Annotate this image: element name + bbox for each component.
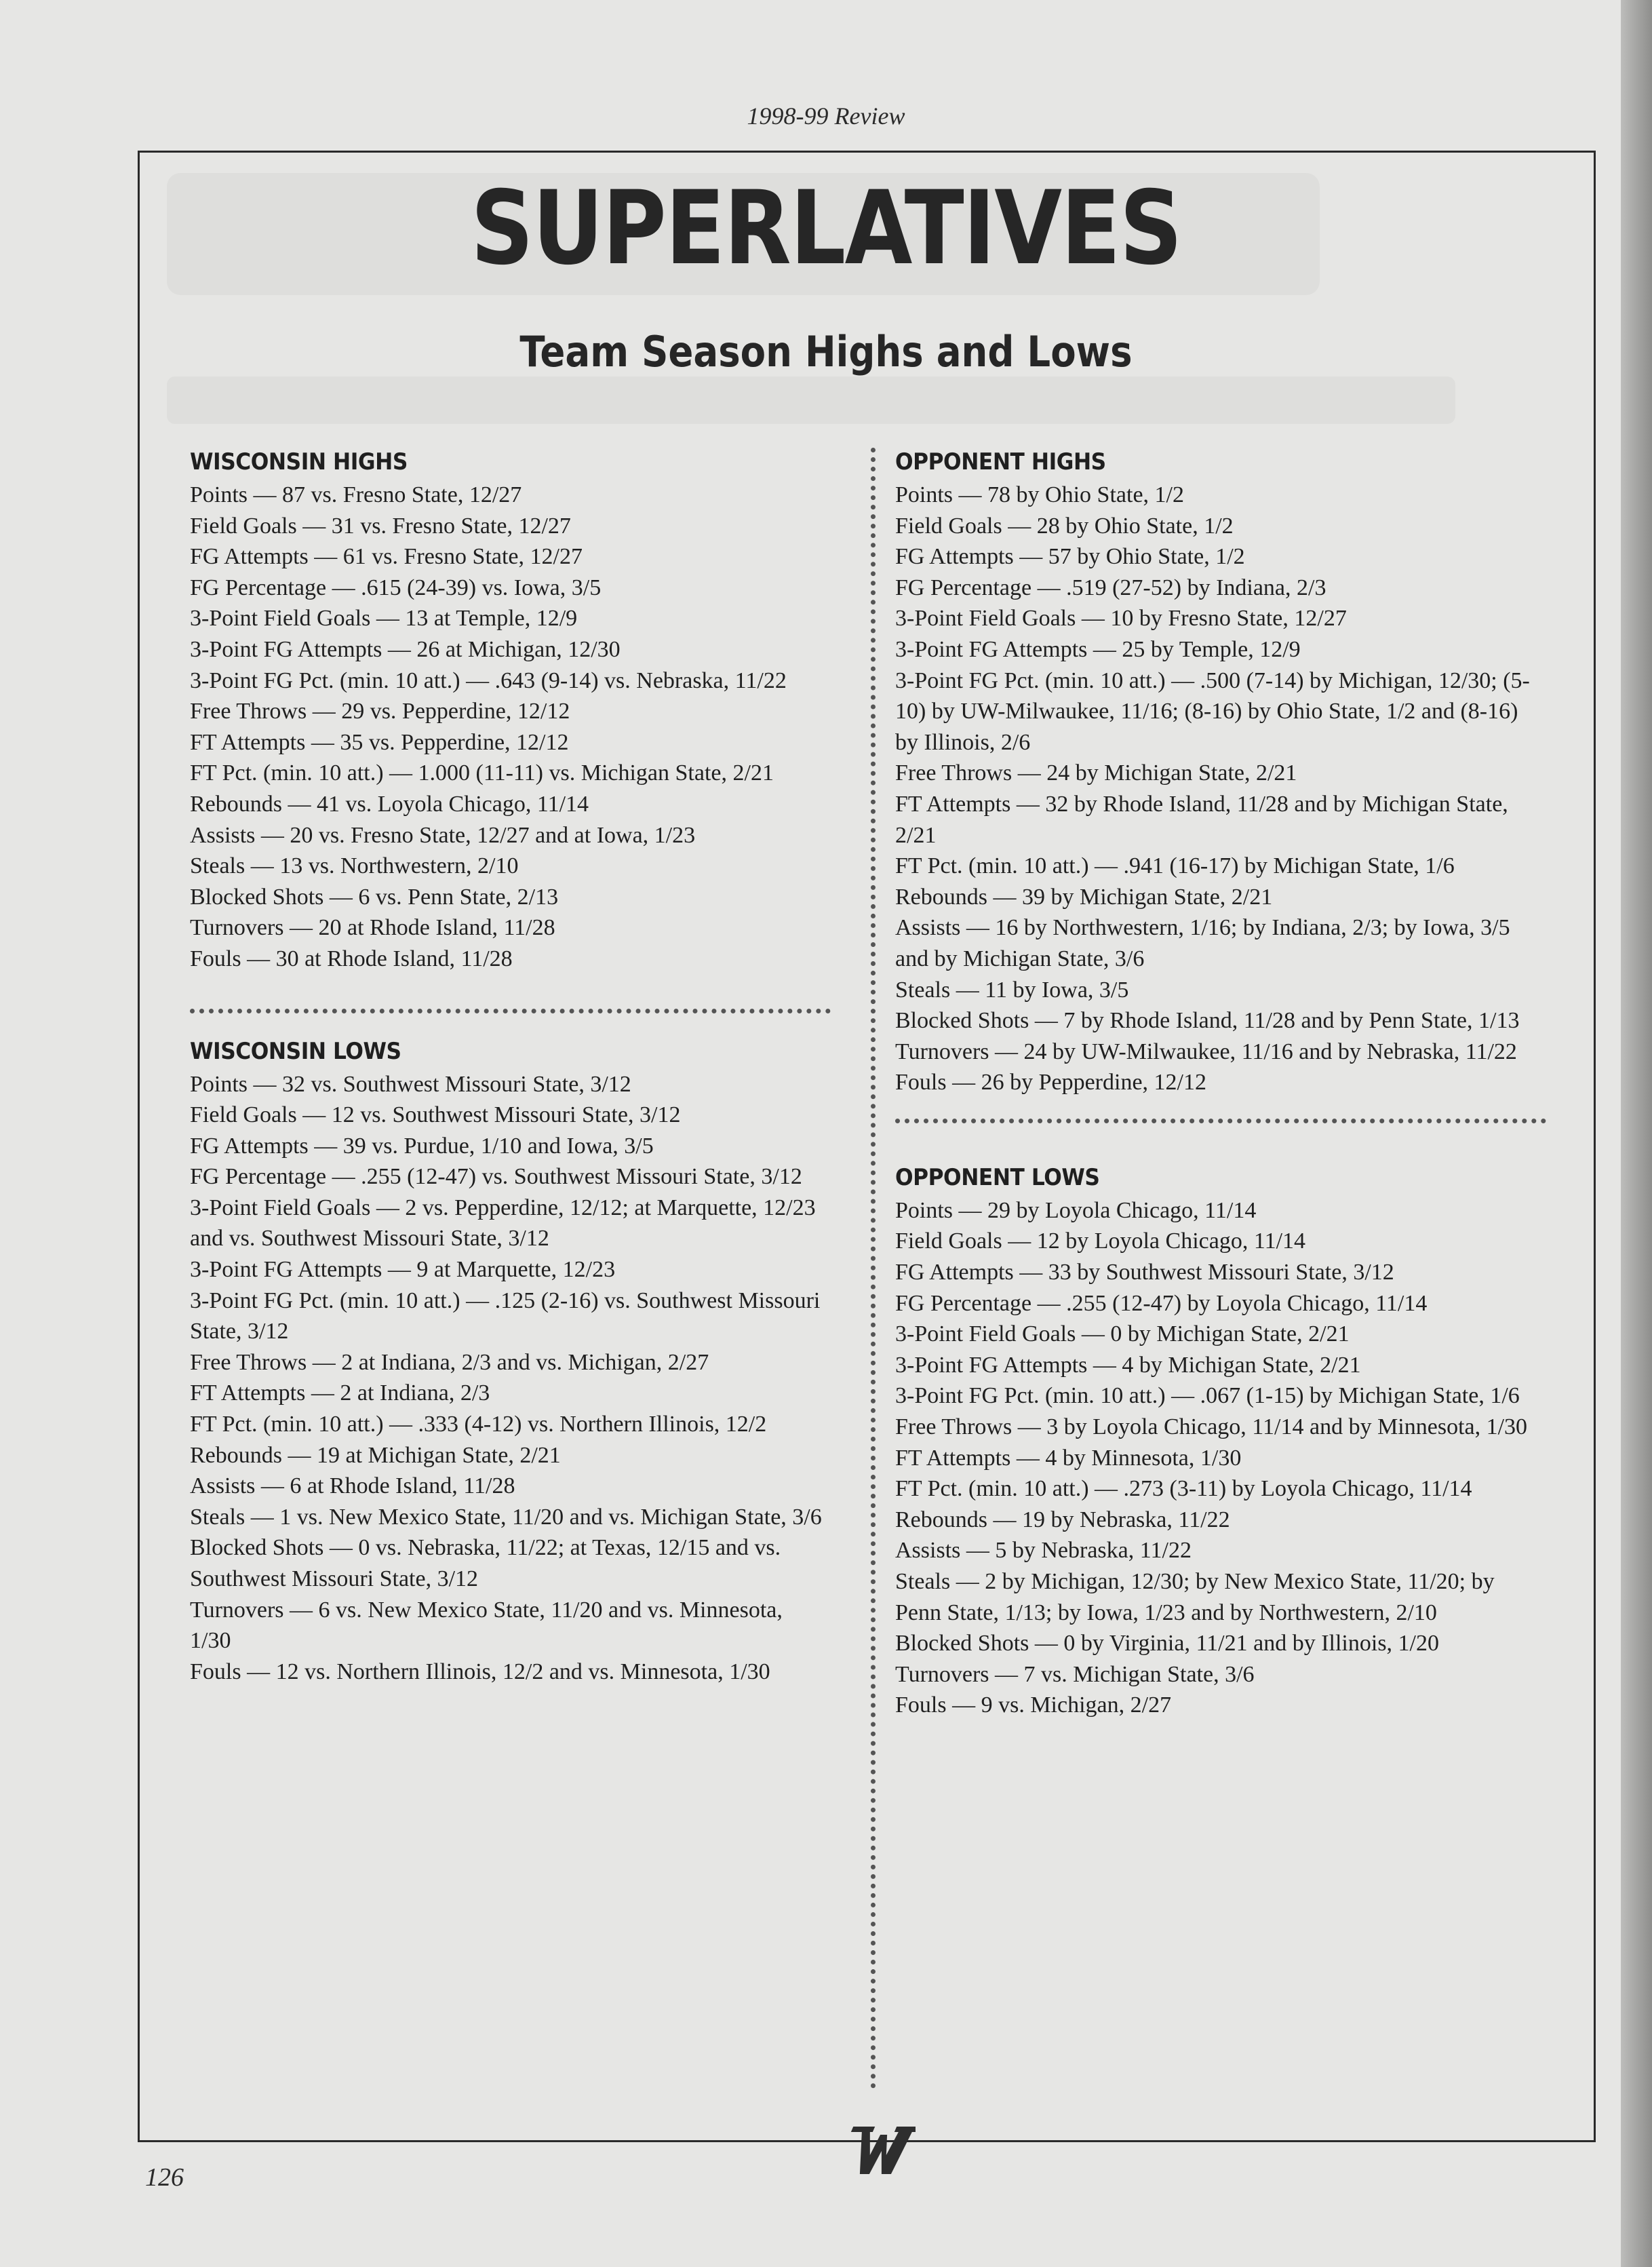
record-value: — .255 (12-47) vs. Southwest Missouri State, 3/12 bbox=[332, 1164, 802, 1190]
record-label: 3-Point FG Attempts bbox=[190, 636, 382, 662]
record-label: Fouls bbox=[895, 1070, 947, 1096]
record-item bbox=[190, 573, 827, 604]
record-value: — 0 by Virginia, 11/21 and by Illinois, 1/20 bbox=[1034, 1631, 1440, 1656]
record-item bbox=[190, 1100, 827, 1131]
record-value: — .255 (12-47) by Loyola Chicago, 11/14 bbox=[1037, 1290, 1428, 1316]
record-value: — 3 by Loyola Chicago, 11/14 and by Minnesota, 1/30 bbox=[1017, 1414, 1528, 1440]
record-label: Rebounds bbox=[895, 884, 987, 910]
column-divider bbox=[871, 448, 876, 2089]
record-value: — 78 by Ohio State, 1/2 bbox=[958, 482, 1184, 507]
wisconsin-lows-section bbox=[190, 1034, 827, 1688]
record-value: — 32 by Rhode Island, 11/28 and by Michigan State, 2/21 bbox=[895, 791, 1508, 848]
record-item bbox=[190, 789, 827, 820]
record-item bbox=[190, 541, 827, 573]
record-list bbox=[895, 1195, 1533, 1721]
record-label: Rebounds bbox=[190, 1442, 282, 1468]
section-heading: WISCONSIN HIGHS bbox=[190, 448, 408, 476]
record-label: 3-Point FG Attempts bbox=[895, 1352, 1088, 1378]
record-label: Free Throws bbox=[895, 760, 1012, 786]
record-label: FG Percentage bbox=[895, 575, 1032, 600]
record-value: — 1.000 (11-11) vs. Michigan State, 2/21 bbox=[389, 760, 774, 786]
record-label: Points bbox=[895, 482, 953, 507]
record-value: — 61 vs. Fresno State, 12/27 bbox=[314, 544, 583, 570]
record-value: — 39 by Michigan State, 2/21 bbox=[993, 884, 1273, 910]
record-label: Assists bbox=[895, 1538, 961, 1564]
show-through-ghost-band bbox=[167, 376, 1455, 424]
record-item bbox=[895, 1535, 1533, 1566]
record-item bbox=[895, 1319, 1533, 1350]
left-column bbox=[190, 444, 827, 1687]
record-label: 3-Point FG Pct. (min. 10 att.) bbox=[190, 1287, 460, 1313]
record-label: 3-Point Field Goals bbox=[895, 606, 1076, 632]
record-value: — 0 by Michigan State, 2/21 bbox=[1081, 1321, 1350, 1347]
right-column bbox=[895, 444, 1533, 1721]
record-item bbox=[895, 851, 1533, 882]
record-item bbox=[895, 1257, 1533, 1288]
record-item bbox=[895, 1380, 1533, 1412]
record-item bbox=[895, 912, 1533, 974]
record-item bbox=[190, 603, 827, 634]
record-value: — 26 by Pepperdine, 12/12 bbox=[952, 1070, 1206, 1096]
record-value: — 33 by Southwest Missouri State, 3/12 bbox=[1019, 1260, 1394, 1285]
record-label: FT Attempts bbox=[190, 729, 306, 755]
record-label: Field Goals bbox=[190, 513, 297, 539]
record-label: Blocked Shots bbox=[895, 1631, 1029, 1656]
record-item bbox=[190, 1347, 827, 1378]
record-item bbox=[895, 603, 1533, 634]
record-item bbox=[895, 1443, 1533, 1474]
record-item bbox=[895, 1005, 1533, 1036]
record-value: — 26 at Michigan, 12/30 bbox=[387, 636, 621, 662]
record-item bbox=[895, 1505, 1533, 1536]
record-value: — 29 vs. Pepperdine, 12/12 bbox=[312, 699, 570, 724]
record-value: — 2 at Indiana, 2/3 and vs. Michigan, 2/27 bbox=[312, 1349, 709, 1375]
record-value: — .643 (9-14) vs. Nebraska, 11/22 bbox=[466, 667, 787, 693]
record-item bbox=[895, 1566, 1533, 1628]
record-value: — 31 vs. Fresno State, 12/27 bbox=[302, 513, 571, 539]
record-label: Blocked Shots bbox=[895, 1008, 1029, 1034]
record-value: — 13 at Temple, 12/9 bbox=[376, 606, 578, 632]
record-value: — .333 (4-12) vs. Northern Illinois, 12/2 bbox=[389, 1412, 767, 1437]
page-subtitle: Team Season Highs and Lows bbox=[519, 327, 1133, 376]
page-edge-shadow bbox=[1621, 0, 1652, 2267]
record-value: — 41 vs. Loyola Chicago, 11/14 bbox=[288, 791, 589, 817]
record-value: — 2 by Michigan, 12/30; by New Mexico State, 11/20; by Penn State, 1/13; by Iowa, 1/23 and by Northwestern, 2/10 bbox=[895, 1569, 1495, 1625]
record-value: — 9 vs. Michigan, 2/27 bbox=[952, 1692, 1172, 1718]
record-value: — .941 (16-17) by Michigan State, 1/6 bbox=[1095, 853, 1455, 879]
record-value: — 39 vs. Purdue, 1/10 and Iowa, 3/5 bbox=[314, 1133, 654, 1159]
record-label: FG Percentage bbox=[190, 575, 327, 600]
record-list bbox=[190, 480, 827, 975]
record-item bbox=[190, 1502, 827, 1533]
record-item bbox=[895, 1659, 1533, 1690]
record-item bbox=[190, 1069, 827, 1100]
record-label: 3-Point FG Attempts bbox=[190, 1257, 382, 1283]
record-label: 3-Point Field Goals bbox=[190, 1195, 371, 1220]
record-item bbox=[895, 511, 1533, 542]
record-value: — 1 vs. New Mexico State, 11/20 and vs. Michigan State, 3/6 bbox=[250, 1504, 822, 1530]
record-label: Steals bbox=[895, 1569, 951, 1594]
record-item bbox=[190, 1656, 827, 1688]
record-item bbox=[190, 480, 827, 511]
record-list bbox=[190, 1069, 827, 1688]
record-value: — .519 (27-52) by Indiana, 2/3 bbox=[1037, 575, 1326, 600]
record-label: Turnovers bbox=[895, 1661, 989, 1687]
record-value: — 6 vs. New Mexico State, 11/20 and vs. Minnesota, 1/30 bbox=[190, 1597, 783, 1654]
record-label: FG Attempts bbox=[190, 1133, 309, 1159]
record-item bbox=[190, 727, 827, 758]
record-label: FG Attempts bbox=[895, 544, 1014, 570]
record-item bbox=[190, 696, 827, 727]
record-label: Steals bbox=[190, 853, 245, 879]
record-label: Field Goals bbox=[190, 1102, 297, 1128]
record-value: — 30 at Rhode Island, 11/28 bbox=[247, 946, 513, 971]
record-item bbox=[895, 1473, 1533, 1505]
record-item bbox=[190, 882, 827, 913]
record-item bbox=[190, 511, 827, 542]
record-label: FT Pct. (min. 10 att.) bbox=[895, 853, 1089, 879]
record-label: 3-Point FG Pct. (min. 10 att.) bbox=[895, 667, 1166, 693]
dotted-separator bbox=[895, 1119, 1546, 1123]
record-value: — 0 vs. Nebraska, 11/22; at Texas, 12/15 and vs. Southwest Missouri State, 3/12 bbox=[190, 1535, 781, 1591]
record-value: — 87 vs. Fresno State, 12/27 bbox=[253, 482, 522, 507]
section-heading: WISCONSIN LOWS bbox=[190, 1037, 401, 1065]
record-label: Fouls bbox=[190, 946, 241, 971]
record-label: Fouls bbox=[895, 1692, 947, 1718]
record-label: Points bbox=[190, 482, 248, 507]
record-value: — 25 by Temple, 12/9 bbox=[1093, 636, 1301, 662]
record-label: Turnovers bbox=[190, 915, 284, 941]
section-heading: OPPONENT LOWS bbox=[895, 1163, 1100, 1191]
record-item bbox=[190, 820, 827, 851]
record-item bbox=[190, 1532, 827, 1594]
record-label: FT Attempts bbox=[190, 1380, 306, 1406]
record-item bbox=[895, 541, 1533, 573]
record-value: — 4 by Minnesota, 1/30 bbox=[1016, 1445, 1242, 1471]
record-item bbox=[190, 912, 827, 944]
record-label: FT Attempts bbox=[895, 791, 1011, 817]
record-value: — .615 (24-39) vs. Iowa, 3/5 bbox=[332, 575, 602, 600]
running-head: 1998-99 Review bbox=[747, 102, 905, 130]
record-label: 3-Point Field Goals bbox=[190, 606, 371, 632]
record-value: — 29 by Loyola Chicago, 11/14 bbox=[958, 1197, 1257, 1223]
record-label: Blocked Shots bbox=[190, 1535, 324, 1561]
record-label: Field Goals bbox=[895, 1228, 1002, 1254]
record-item bbox=[190, 1378, 827, 1409]
record-item bbox=[895, 1036, 1533, 1068]
record-value: — 12 vs. Southwest Missouri State, 3/12 bbox=[302, 1102, 681, 1128]
record-item bbox=[895, 789, 1533, 851]
record-item bbox=[190, 1161, 827, 1193]
record-value: — 2 at Indiana, 2/3 bbox=[311, 1380, 490, 1406]
page-number: 126 bbox=[145, 2163, 184, 2192]
record-value: — 9 at Marquette, 12/23 bbox=[387, 1257, 616, 1283]
record-item bbox=[190, 1193, 827, 1254]
record-item bbox=[190, 1131, 827, 1162]
record-label: Blocked Shots bbox=[190, 884, 324, 910]
record-item bbox=[895, 1226, 1533, 1257]
record-value: — 19 at Michigan State, 2/21 bbox=[288, 1442, 561, 1468]
record-label: Free Throws bbox=[895, 1414, 1012, 1440]
record-value: — .125 (2-16) vs. Southwest Missouri State, 3/12 bbox=[190, 1287, 821, 1344]
record-label: Assists bbox=[190, 1473, 256, 1499]
record-value: — 7 vs. Michigan State, 3/6 bbox=[995, 1661, 1255, 1687]
record-value: — 28 by Ohio State, 1/2 bbox=[1008, 513, 1234, 539]
record-label: 3-Point FG Pct. (min. 10 att.) bbox=[895, 1383, 1166, 1409]
record-label: FG Percentage bbox=[190, 1164, 327, 1190]
record-label: Turnovers bbox=[895, 1039, 989, 1064]
record-item bbox=[190, 944, 827, 975]
wisconsin-highs-section bbox=[190, 444, 827, 975]
record-value: — 5 by Nebraska, 11/22 bbox=[966, 1538, 1192, 1564]
record-label: FT Pct. (min. 10 att.) bbox=[895, 1476, 1089, 1502]
record-label: FT Attempts bbox=[895, 1445, 1011, 1471]
record-item bbox=[895, 634, 1533, 665]
record-value: — 20 at Rhode Island, 11/28 bbox=[290, 915, 555, 941]
record-value: — .500 (7-14) by Michigan, 12/30; (5-10) by UW-Milwaukee, 11/16; (8-16) by Ohio State, 1/2 and (8-16) by Illinois, 2/6 bbox=[895, 667, 1530, 755]
dotted-separator bbox=[190, 1009, 831, 1013]
record-value: — 13 vs. Northwestern, 2/10 bbox=[250, 853, 519, 879]
record-item bbox=[190, 758, 827, 789]
record-label: 3-Point FG Attempts bbox=[895, 636, 1088, 662]
record-label: Points bbox=[895, 1197, 953, 1223]
record-item bbox=[895, 573, 1533, 604]
record-label: Steals bbox=[190, 1504, 245, 1530]
record-label: Turnovers bbox=[190, 1597, 284, 1623]
record-value: — .273 (3-11) by Loyola Chicago, 11/14 bbox=[1095, 1476, 1472, 1502]
record-label: 3-Point Field Goals bbox=[895, 1321, 1076, 1347]
record-item bbox=[895, 758, 1533, 789]
record-label: Fouls bbox=[190, 1659, 241, 1684]
record-label: 3-Point FG Pct. (min. 10 att.) bbox=[190, 667, 460, 693]
record-label: FG Attempts bbox=[895, 1260, 1014, 1285]
record-value: — 6 at Rhode Island, 11/28 bbox=[260, 1473, 515, 1499]
motion-w-logo-icon bbox=[841, 2120, 916, 2181]
record-value: — .067 (1-15) by Michigan State, 1/6 bbox=[1171, 1383, 1520, 1409]
record-value: — 35 vs. Pepperdine, 12/12 bbox=[311, 729, 569, 755]
record-label: FT Pct. (min. 10 att.) bbox=[190, 760, 384, 786]
opponent-lows-section bbox=[895, 1160, 1533, 1721]
record-value: — 24 by Michigan State, 2/21 bbox=[1017, 760, 1297, 786]
record-label: FG Attempts bbox=[190, 544, 309, 570]
opponent-highs-section bbox=[895, 444, 1533, 1098]
record-value: — 24 by UW-Milwaukee, 11/16 and by Nebraska, 11/22 bbox=[995, 1039, 1517, 1064]
record-item bbox=[190, 1285, 827, 1347]
record-value: — 2 vs. Pepperdine, 12/12; at Marquette, 12/23 and vs. Southwest Missouri State, 3/12 bbox=[190, 1195, 816, 1252]
record-item bbox=[895, 1067, 1533, 1098]
record-item bbox=[190, 1254, 827, 1285]
record-item bbox=[895, 1690, 1533, 1721]
record-label: Points bbox=[190, 1071, 248, 1097]
record-item bbox=[895, 480, 1533, 511]
record-value: — 32 vs. Southwest Missouri State, 3/12 bbox=[253, 1071, 631, 1097]
record-label: Rebounds bbox=[895, 1507, 987, 1532]
record-item bbox=[190, 665, 827, 697]
record-label: Assists bbox=[190, 822, 256, 848]
record-item bbox=[895, 882, 1533, 913]
record-item bbox=[190, 1440, 827, 1471]
record-label: Rebounds bbox=[190, 791, 282, 817]
record-item bbox=[895, 665, 1533, 758]
record-value: — 7 by Rhode Island, 11/28 and by Penn State, 1/13 bbox=[1034, 1008, 1520, 1034]
record-list bbox=[895, 480, 1533, 1098]
section-heading: OPPONENT HIGHS bbox=[895, 448, 1106, 476]
page-title: SUPERLATIVES bbox=[471, 170, 1181, 288]
record-item bbox=[190, 1471, 827, 1502]
record-item bbox=[190, 634, 827, 665]
record-label: Assists bbox=[895, 915, 961, 941]
record-value: — 19 by Nebraska, 11/22 bbox=[993, 1507, 1230, 1532]
record-label: Free Throws bbox=[190, 1349, 307, 1375]
record-value: — 11 by Iowa, 3/5 bbox=[956, 977, 1129, 1003]
record-item bbox=[895, 1412, 1533, 1443]
record-value: — 20 vs. Fresno State, 12/27 and at Iowa, 1/23 bbox=[260, 822, 696, 848]
record-value: — 10 by Fresno State, 12/27 bbox=[1081, 606, 1347, 632]
record-item bbox=[190, 1409, 827, 1440]
record-item bbox=[190, 1595, 827, 1656]
record-item bbox=[895, 1628, 1533, 1659]
record-value: — 6 vs. Penn State, 2/13 bbox=[329, 884, 559, 910]
record-value: — 12 by Loyola Chicago, 11/14 bbox=[1008, 1228, 1306, 1254]
record-item bbox=[895, 1195, 1533, 1226]
record-value: — 16 by Northwestern, 1/16; by Indiana, 2/3; by Iowa, 3/5 and by Michigan State, 3/6 bbox=[895, 915, 1510, 971]
record-label: FT Pct. (min. 10 att.) bbox=[190, 1412, 384, 1437]
record-item bbox=[895, 1288, 1533, 1319]
record-item bbox=[190, 851, 827, 882]
record-item bbox=[895, 975, 1533, 1006]
record-value: — 12 vs. Northern Illinois, 12/2 and vs. Minnesota, 1/30 bbox=[247, 1659, 770, 1684]
record-label: Steals bbox=[895, 977, 951, 1003]
record-label: Free Throws bbox=[190, 699, 307, 724]
record-item bbox=[895, 1350, 1533, 1381]
record-label: Field Goals bbox=[895, 513, 1002, 539]
record-value: — 57 by Ohio State, 1/2 bbox=[1019, 544, 1245, 570]
record-value: — 4 by Michigan State, 2/21 bbox=[1093, 1352, 1361, 1378]
record-label: FG Percentage bbox=[895, 1290, 1032, 1316]
